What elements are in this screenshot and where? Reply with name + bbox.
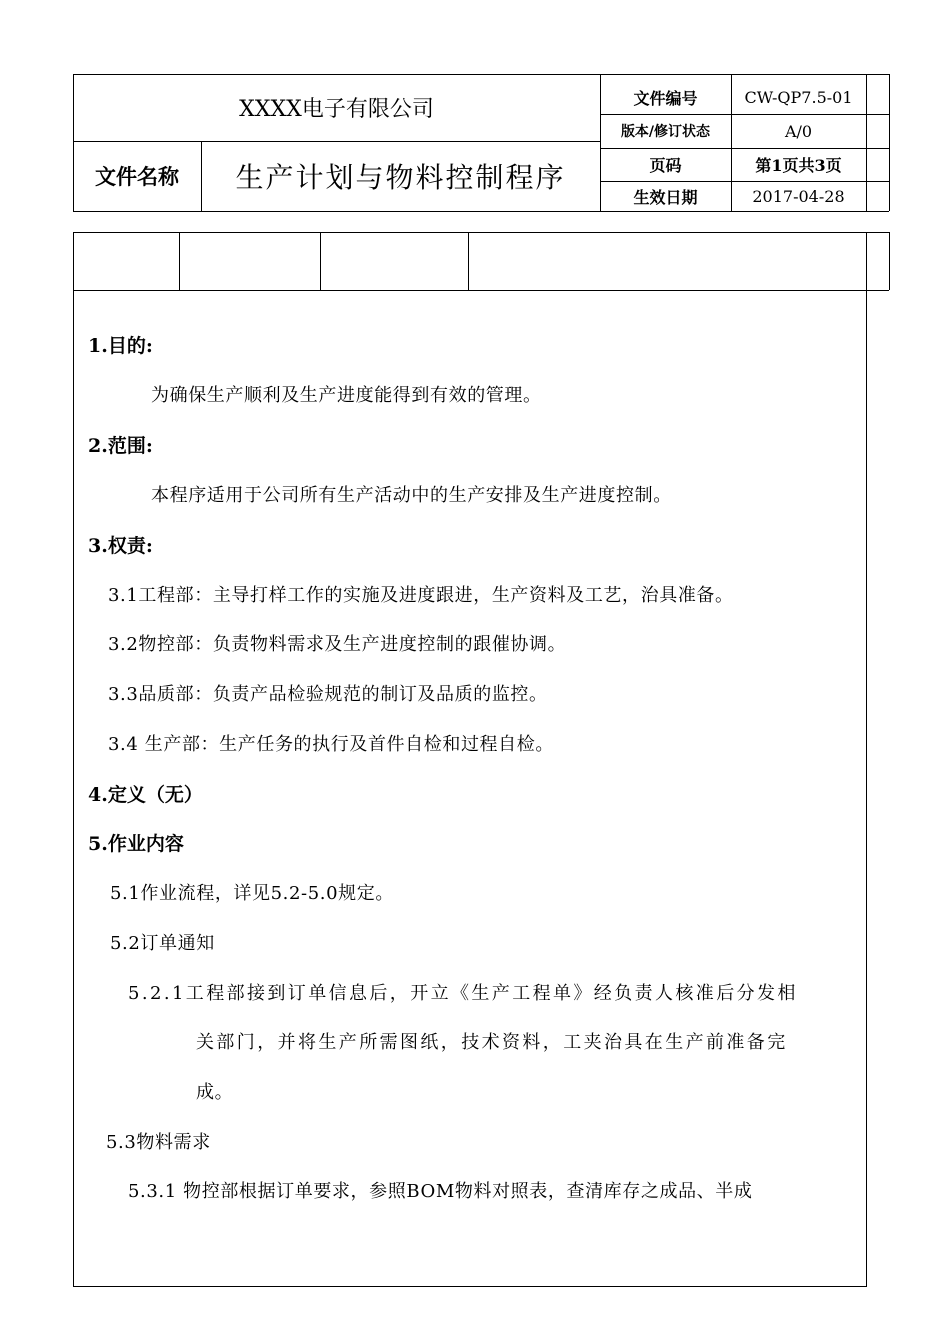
section-5-3-1: 5.3.1 物控部根据订单要求，参照BOM物料对照表，查清库存之成品、半成	[128, 1181, 753, 1202]
doc-number-label: 文件编号	[633, 88, 698, 108]
effective-date-label: 生效日期	[633, 187, 698, 207]
section-1-text: 为确保生产顺利及生产进度能得到有效的管理。	[151, 385, 542, 406]
approval-top-border	[73, 232, 889, 233]
doc-name-label: 文件名称	[95, 164, 179, 189]
section-4-title: 4.定义（无）	[88, 784, 203, 806]
company-name: XXXX电子有限公司	[239, 97, 434, 122]
section-3-2: 3.2物控部：负责物料需求及生产进度控制的跟催协调。	[108, 634, 567, 655]
section-5-2-1-line2: 关部门，并将生产所需图纸，技术资料，工夹治具在生产前准备完	[196, 1032, 788, 1053]
meta-inner-right-border	[866, 74, 867, 211]
section-5-3: 5.3物料需求	[106, 1132, 211, 1153]
section-2-text: 本程序适用于公司所有生产活动中的生产安排及生产进度控制。	[151, 485, 672, 506]
approval-bottom-border	[73, 290, 889, 291]
page-label: 页码	[649, 156, 682, 175]
approval-divider-2	[320, 232, 321, 290]
effective-date-value: 2017-04-28	[752, 186, 845, 206]
section-5-1: 5.1作业流程，详见5.2-5.0规定。	[110, 883, 394, 904]
approval-divider-3	[468, 232, 469, 290]
body-bottom-border	[73, 1286, 867, 1287]
section-1-title: 1.目的:	[88, 335, 153, 357]
section-5-2-1-line1: 5.2.1工程部接到订单信息后，开立《生产工程单》经负责人核准后分发相	[128, 983, 798, 1004]
section-2-title: 2.范围:	[88, 435, 153, 457]
header-bottom-border	[73, 211, 889, 212]
approval-right-border	[889, 232, 890, 290]
section-3-1: 3.1工程部：主导打样工作的实施及进度跟进，生产资料及工艺，治具准备。	[108, 585, 734, 606]
section-5-2-1-line3: 成。	[196, 1082, 234, 1103]
version-value: A/0	[784, 121, 813, 141]
body-right-border	[866, 290, 867, 1286]
page-value: 第1页共3页	[755, 156, 842, 175]
section-5-2: 5.2订单通知	[110, 933, 215, 954]
version-label: 版本/修订状态	[620, 124, 711, 140]
body-left-border	[73, 232, 74, 1286]
section-5-title: 5.作业内容	[88, 833, 184, 855]
section-3-3: 3.3品质部：负责产品检验规范的制订及品质的监控。	[108, 684, 548, 705]
doc-number-value: CW-QP7.5-01	[744, 87, 853, 107]
section-3-title: 3.权责:	[88, 535, 153, 557]
approval-divider-4	[866, 232, 867, 290]
approval-divider-1	[179, 232, 180, 290]
doc-name: 生产计划与物料控制程序	[235, 161, 566, 194]
header-right-border	[889, 74, 890, 211]
section-3-4: 3.4 生产部：生产任务的执行及首件自检和过程自检。	[108, 734, 554, 755]
